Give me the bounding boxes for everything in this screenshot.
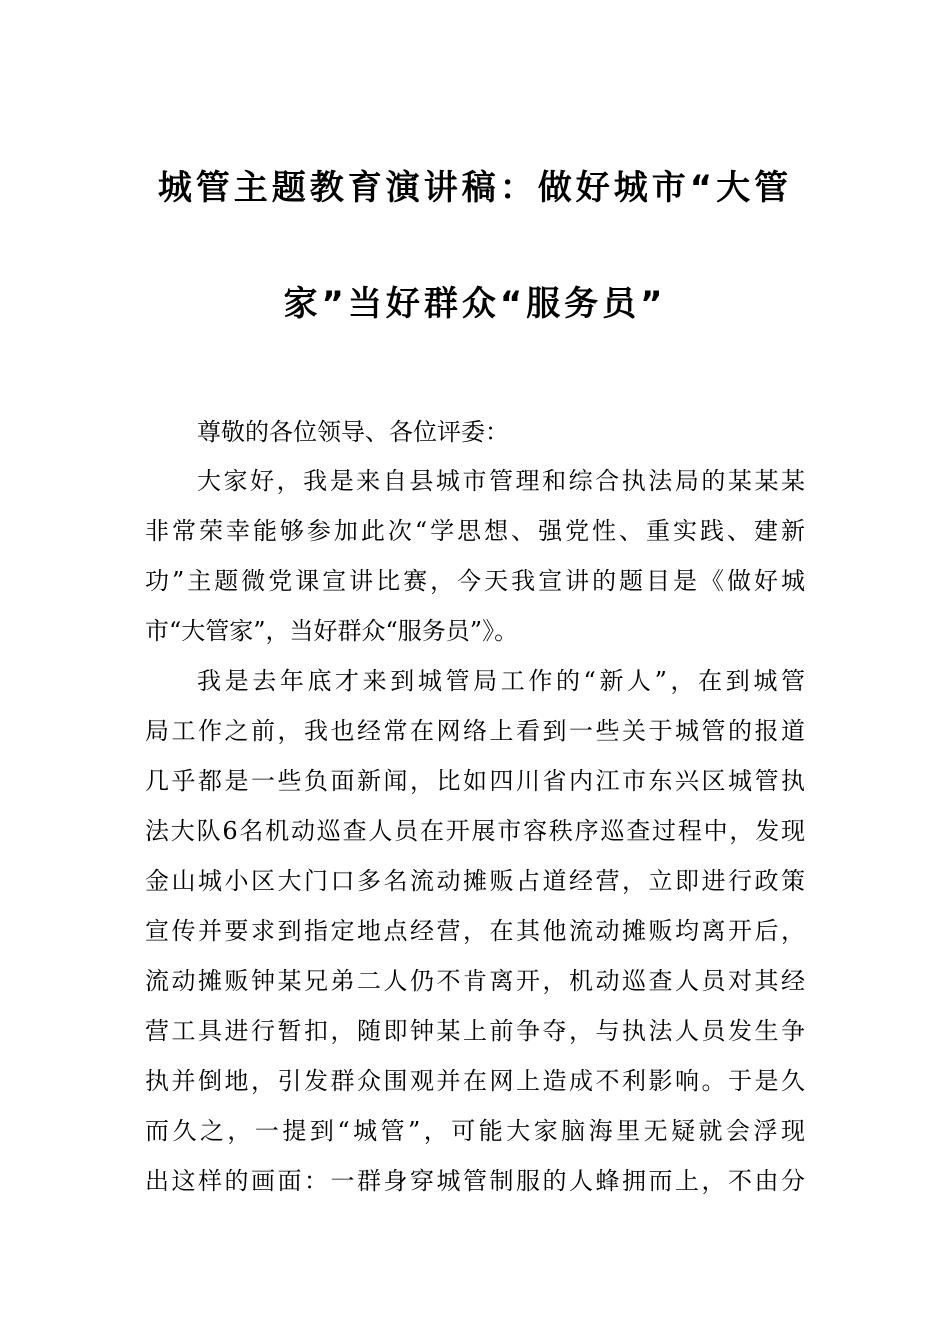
salutation-line: 尊敬的各位领导、各位评委： xyxy=(197,418,509,446)
document-title-line-2: 家”当好群众“服务员” xyxy=(283,284,667,324)
body-line: 几乎都是一些负面新闻，比如四川省内江市东兴区城管执 xyxy=(145,767,805,795)
body-line: 金山城小区大门口多名流动摊贩占道经营，立即进行政策 xyxy=(145,867,805,895)
body-line: 局工作之前，我也经常在网络上看到一些关于城管的报道 xyxy=(145,717,805,745)
document-title-line-1: 城管主题教育演讲稿：做好城市“大管 xyxy=(157,168,793,208)
body-line: 我是去年底才来到城管局工作的“新人”，在到城管 xyxy=(197,667,805,695)
body-line: 营工具进行暂扣，随即钟某上前争夺，与执法人员发生争 xyxy=(145,1017,805,1045)
body-line: 市“大管家”，当好群众“服务员”》。 xyxy=(145,617,519,645)
body-line: 法大队6名机动巡查人员在开展市容秩序巡查过程中，发现 xyxy=(145,817,805,845)
body-line: 流动摊贩钟某兄弟二人仍不肯离开，机动巡查人员对其经 xyxy=(145,967,805,995)
body-line: 执并倒地，引发群众围观并在网上造成不利影响。于是久 xyxy=(145,1067,805,1095)
body-line: 而久之，一提到“城管”，可能大家脑海里无疑就会浮现 xyxy=(145,1117,805,1145)
body-line: 大家好，我是来自县城市管理和综合执法局的某某某 xyxy=(197,467,805,495)
body-line: 功”主题微党课宣讲比赛，今天我宣讲的题目是《做好城 xyxy=(145,567,805,595)
body-line: 非常荣幸能够参加此次“学思想、强党性、重实践、建新 xyxy=(145,517,805,545)
body-line: 宣传并要求到指定地点经营，在其他流动摊贩均离开后， xyxy=(145,917,805,945)
body-line: 出这样的画面：一群身穿城管制服的人蜂拥而上，不由分 xyxy=(145,1167,805,1195)
